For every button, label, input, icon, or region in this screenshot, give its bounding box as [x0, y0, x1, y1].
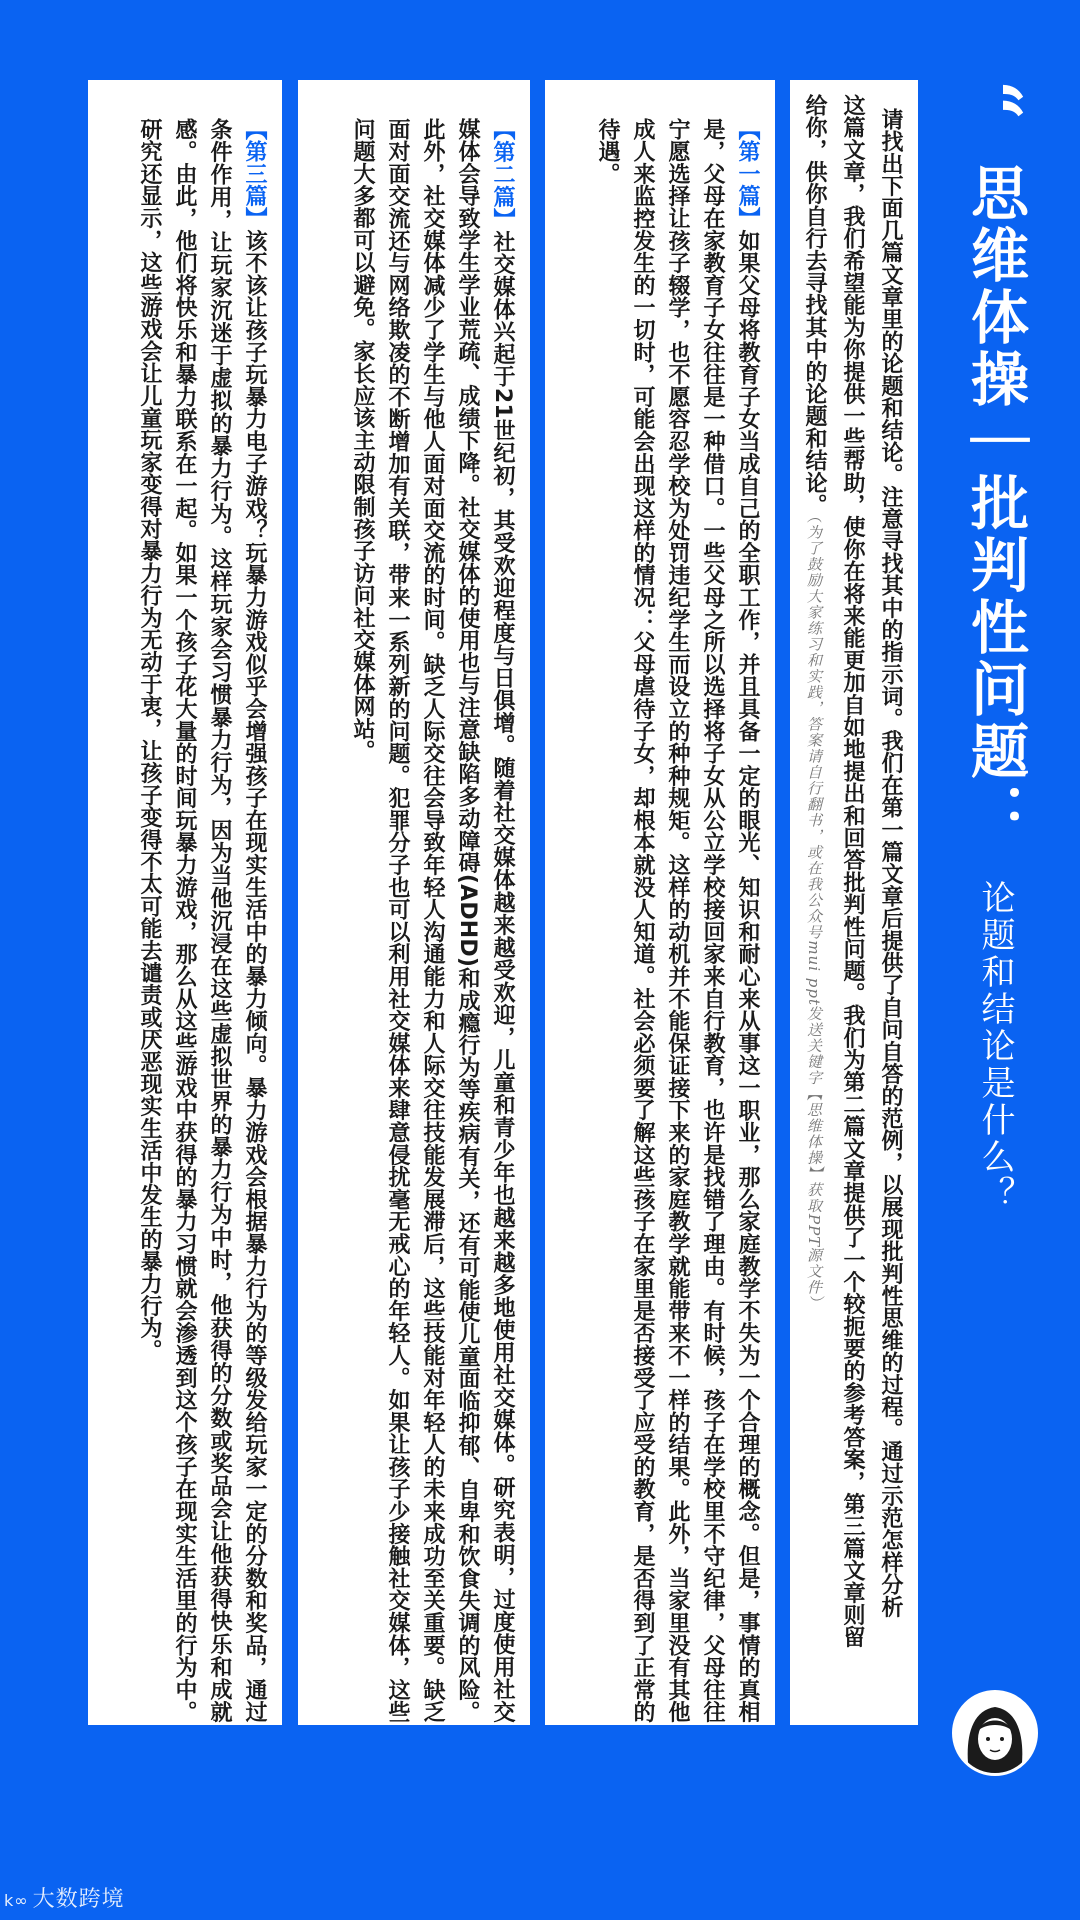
girl-avatar-icon [955, 1693, 1035, 1773]
intro-line-3-text: 给你，供你自行去寻找其中的论题和结论。 [802, 94, 827, 516]
avatar [952, 1690, 1038, 1776]
passage-tag-2: 【第二篇】 [490, 118, 515, 231]
passage-card-2 [298, 80, 530, 1725]
page-title: 思维体操｜批判性问题： [961, 163, 1029, 846]
passage-body-2: 社交媒体兴起于21世纪初，其受欢迎程度与日俱增。随着社交媒体越来越受欢迎，儿童和青少年也越来越多地使用社交媒体。研究表明，过度使用社交媒体会导致学生学业荒疏、成绩下降。社交媒体的使用也与注意缺陷多动障碍(ADHD)和成瘾行为等疾病有关，还有可能使儿童面临抑郁、自卑和饮食失调的风险。此外，社交媒体减少了学生与他人面对面交流的时间。缺乏人际交往会导致年轻人沟通能力和人际交往技能发展滞后，这些技能对年轻人的未来成功至关重要。缺乏面对面交流还与网络欺凌的不断增加有关联，带来一系列新的问题。犯罪分子也可以利用社交媒体来肆意侵扰毫无戒心的年轻人。如果让孩子少接触社交媒体，这些问题大多都可以避免。家长应该主动限制孩子访问社交媒体网站。 [350, 118, 515, 1723]
intro-line-3 [798, 94, 832, 1708]
watermark-logo-icon: k∞ [4, 1891, 29, 1910]
intro-line-2: 这篇文章，我们希望能为你提供一些帮助，使你在将来能更加自如地提出和回答批判性问题。我们为第二篇文章提供了一个较扼要的参考答案，第三篇文章则留 [840, 94, 865, 1648]
page-subtitle: 论题和结论是什么？ [975, 880, 1015, 1214]
passage-text-2 [306, 80, 520, 1723]
passage-body-1: 如果父母将教育子女当成自己的全职工作，并且具备一定的眼光、知识和耐心来从事这一职业，那么家庭教学不失为一个合理的概念。但是，事情的真相是，父母在家教育子女往往是一种借口。一些父母之所以选择将子女从公立学校接回家来自行教育，也许是找错了理由。有时候，孩子在学校里不守纪律，父母往往宁愿选择让孩子辍学，也不愿容忍学校为处罚违纪学生而设立的种种规矩。这样的动机并不能保证接下来的家庭教学就能带来不一样的结果。此外，当家里没有其他成人来监控发生的一切时，可能会出现这样的情况：父母虐待子女，却根本就没人知道。社会必须要了解这些孩子在家里是否接受了应受的教育，是否得到了正常的待遇。 [595, 118, 760, 1723]
passage-tag-1: 【第一篇】 [735, 118, 760, 230]
passage-text-1 [553, 80, 765, 1723]
intro-note: （为了鼓励大家练习和实践，答案请自行翻书，或在我公众号mui ppt发送关键字【思维体操】获取PPT源文件） [805, 515, 823, 1312]
passage-card-3 [88, 80, 282, 1725]
passage-tag-3: 【第三篇】 [242, 118, 267, 230]
intro-card [790, 80, 918, 1725]
intro-line-1: 请找出下面几篇文章里的论题和结论。注意寻找其中的指示词。我们在第一篇文章后提供了自问自答的范例，以展现批判性思维的过程。通过示范怎样分析 [878, 108, 903, 1618]
title-strip [925, 80, 1037, 1340]
watermark [4, 1882, 125, 1913]
watermark-text: 大数跨境 [32, 1887, 125, 1912]
passage-text-3 [96, 80, 272, 1723]
passage-card-1 [545, 80, 775, 1725]
quote-mark-icon: “ [954, 80, 1037, 121]
passage-body-3: 该不该让孩子玩暴力电子游戏？玩暴力游戏似乎会增强孩子在现实生活中的暴力倾向。暴力游戏会根据暴力行为的等级发给玩家一定的分数和奖品，通过条件作用，让玩家沉迷于虚拟的暴力行为。这样玩家会习惯暴力行为，因为当他沉浸在这些虚拟世界的暴力行为中时，他获得的分数或奖品会让他获得快乐和成就感。由此，他们将快乐和暴力联系在一起。如果一个孩子花大量的时间玩暴力游戏，那么从这些游戏中获得的暴力习惯就会渗透到这个孩子在现实生活里的行为中。研究还显示，这些游戏会让儿童玩家变得对暴力行为无动于衷，让孩子变得不太可能去谴责或厌恶现实生活中发生的暴力行为。 [137, 118, 267, 1723]
